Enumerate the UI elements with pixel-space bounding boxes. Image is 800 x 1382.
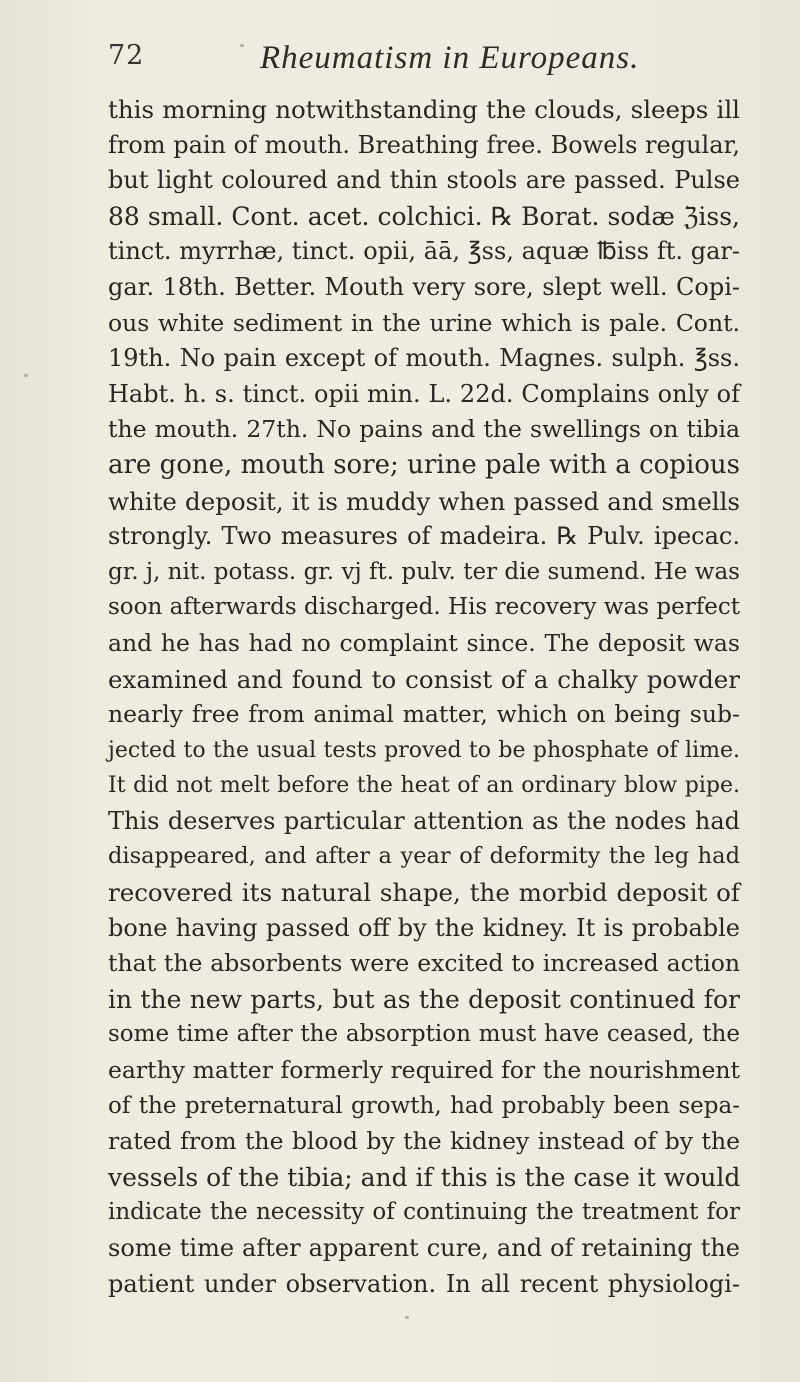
text-line: disappeared, and after a year of deformity the leg had [108,843,740,870]
running-title: Rheumatism in Europeans. [260,40,640,76]
text-line: examined and found to consist of a chalky powder [108,664,740,694]
text-line: in the new parts, but as the deposit continued for [108,984,740,1014]
text-line: It did not melt before the heat of an ordinary blow pipe. [108,773,740,799]
text-line: nearly free from animal matter, which on being sub- [108,700,740,729]
text-line: bone having passed off by the kidney. It is probable [108,913,740,942]
text-line: this morning notwithstanding the clouds, sleeps ill [108,95,740,124]
text-line: are gone, mouth sore; urine pale with a copious [108,449,740,480]
text-line: vessels of the tibia; and if this is the case it would [108,1162,741,1192]
paper-speck [240,44,244,47]
text-line: soon afterwards discharged. His recovery was perfect [108,594,740,621]
text-line: that the absorbents were excited to increased action [108,949,740,978]
text-line: of the preternatural growth, had probably been sepa- [108,1092,740,1119]
text-line: white deposit, it is muddy when passed and smells [108,486,740,516]
text-line: earthy matter formerly required for the nourishment [108,1056,740,1085]
text-line: strongly. Two measures of madeira. ℞ Pulv. ipecac. [108,522,740,551]
paper-speck [405,1316,409,1319]
page-number: 72 [108,40,145,71]
text-line: jected to the usual tests proved to be phosphate of lime. [108,737,740,763]
text-line: from pain of mouth. Breathing free. Bowels regular, [108,130,740,159]
text-line: patient under observation. In all recent physiologi- [108,1269,740,1298]
text-line: some time after the absorption must have ceased, the [108,1021,740,1048]
text-line: the mouth. 27th. No pains and the swellings on tibia [108,415,740,444]
text-line: 19th. No pain except of mouth. Magnes. sulph. ℥ss. [108,344,740,373]
body-text [108,92,740,1302]
text-line: tinct. myrrhæ, tinct. opii, āā, ℥ss, aquæ ℔iss ft. gar- [108,237,740,266]
text-line: indicate the necessity of continuing the treatment for [108,1199,740,1226]
text-line: gr. j, nit. potass. gr. vj ft. pulv. ter die sumend. He was [108,558,740,585]
text-line: gar. 18th. Better. Mouth very sore, slept well. Copi- [108,272,740,301]
text-line: recovered its natural shape, the morbid deposit of [108,878,740,908]
text-line: This deserves particular attention as the nodes had [108,806,740,835]
text-line: and he has had no complaint since. The deposit was [108,628,740,657]
running-head [108,40,748,80]
text-line: 88 small. Cont. acet. colchici. ℞ Borat. sodæ ℨiss, [108,201,740,231]
text-line: rated from the blood by the kidney instead of by the [108,1127,740,1156]
text-line: Habt. h. s. tinct. opii min. L. 22d. Complains only of [108,379,740,408]
text-line: ous white sediment in the urine which is pale. Cont. [108,308,740,337]
text-line: but light coloured and thin stools are passed. Pulse [108,166,740,195]
paper-speck [24,374,28,377]
text-line: some time after apparent cure, and of retaining the [108,1234,740,1262]
